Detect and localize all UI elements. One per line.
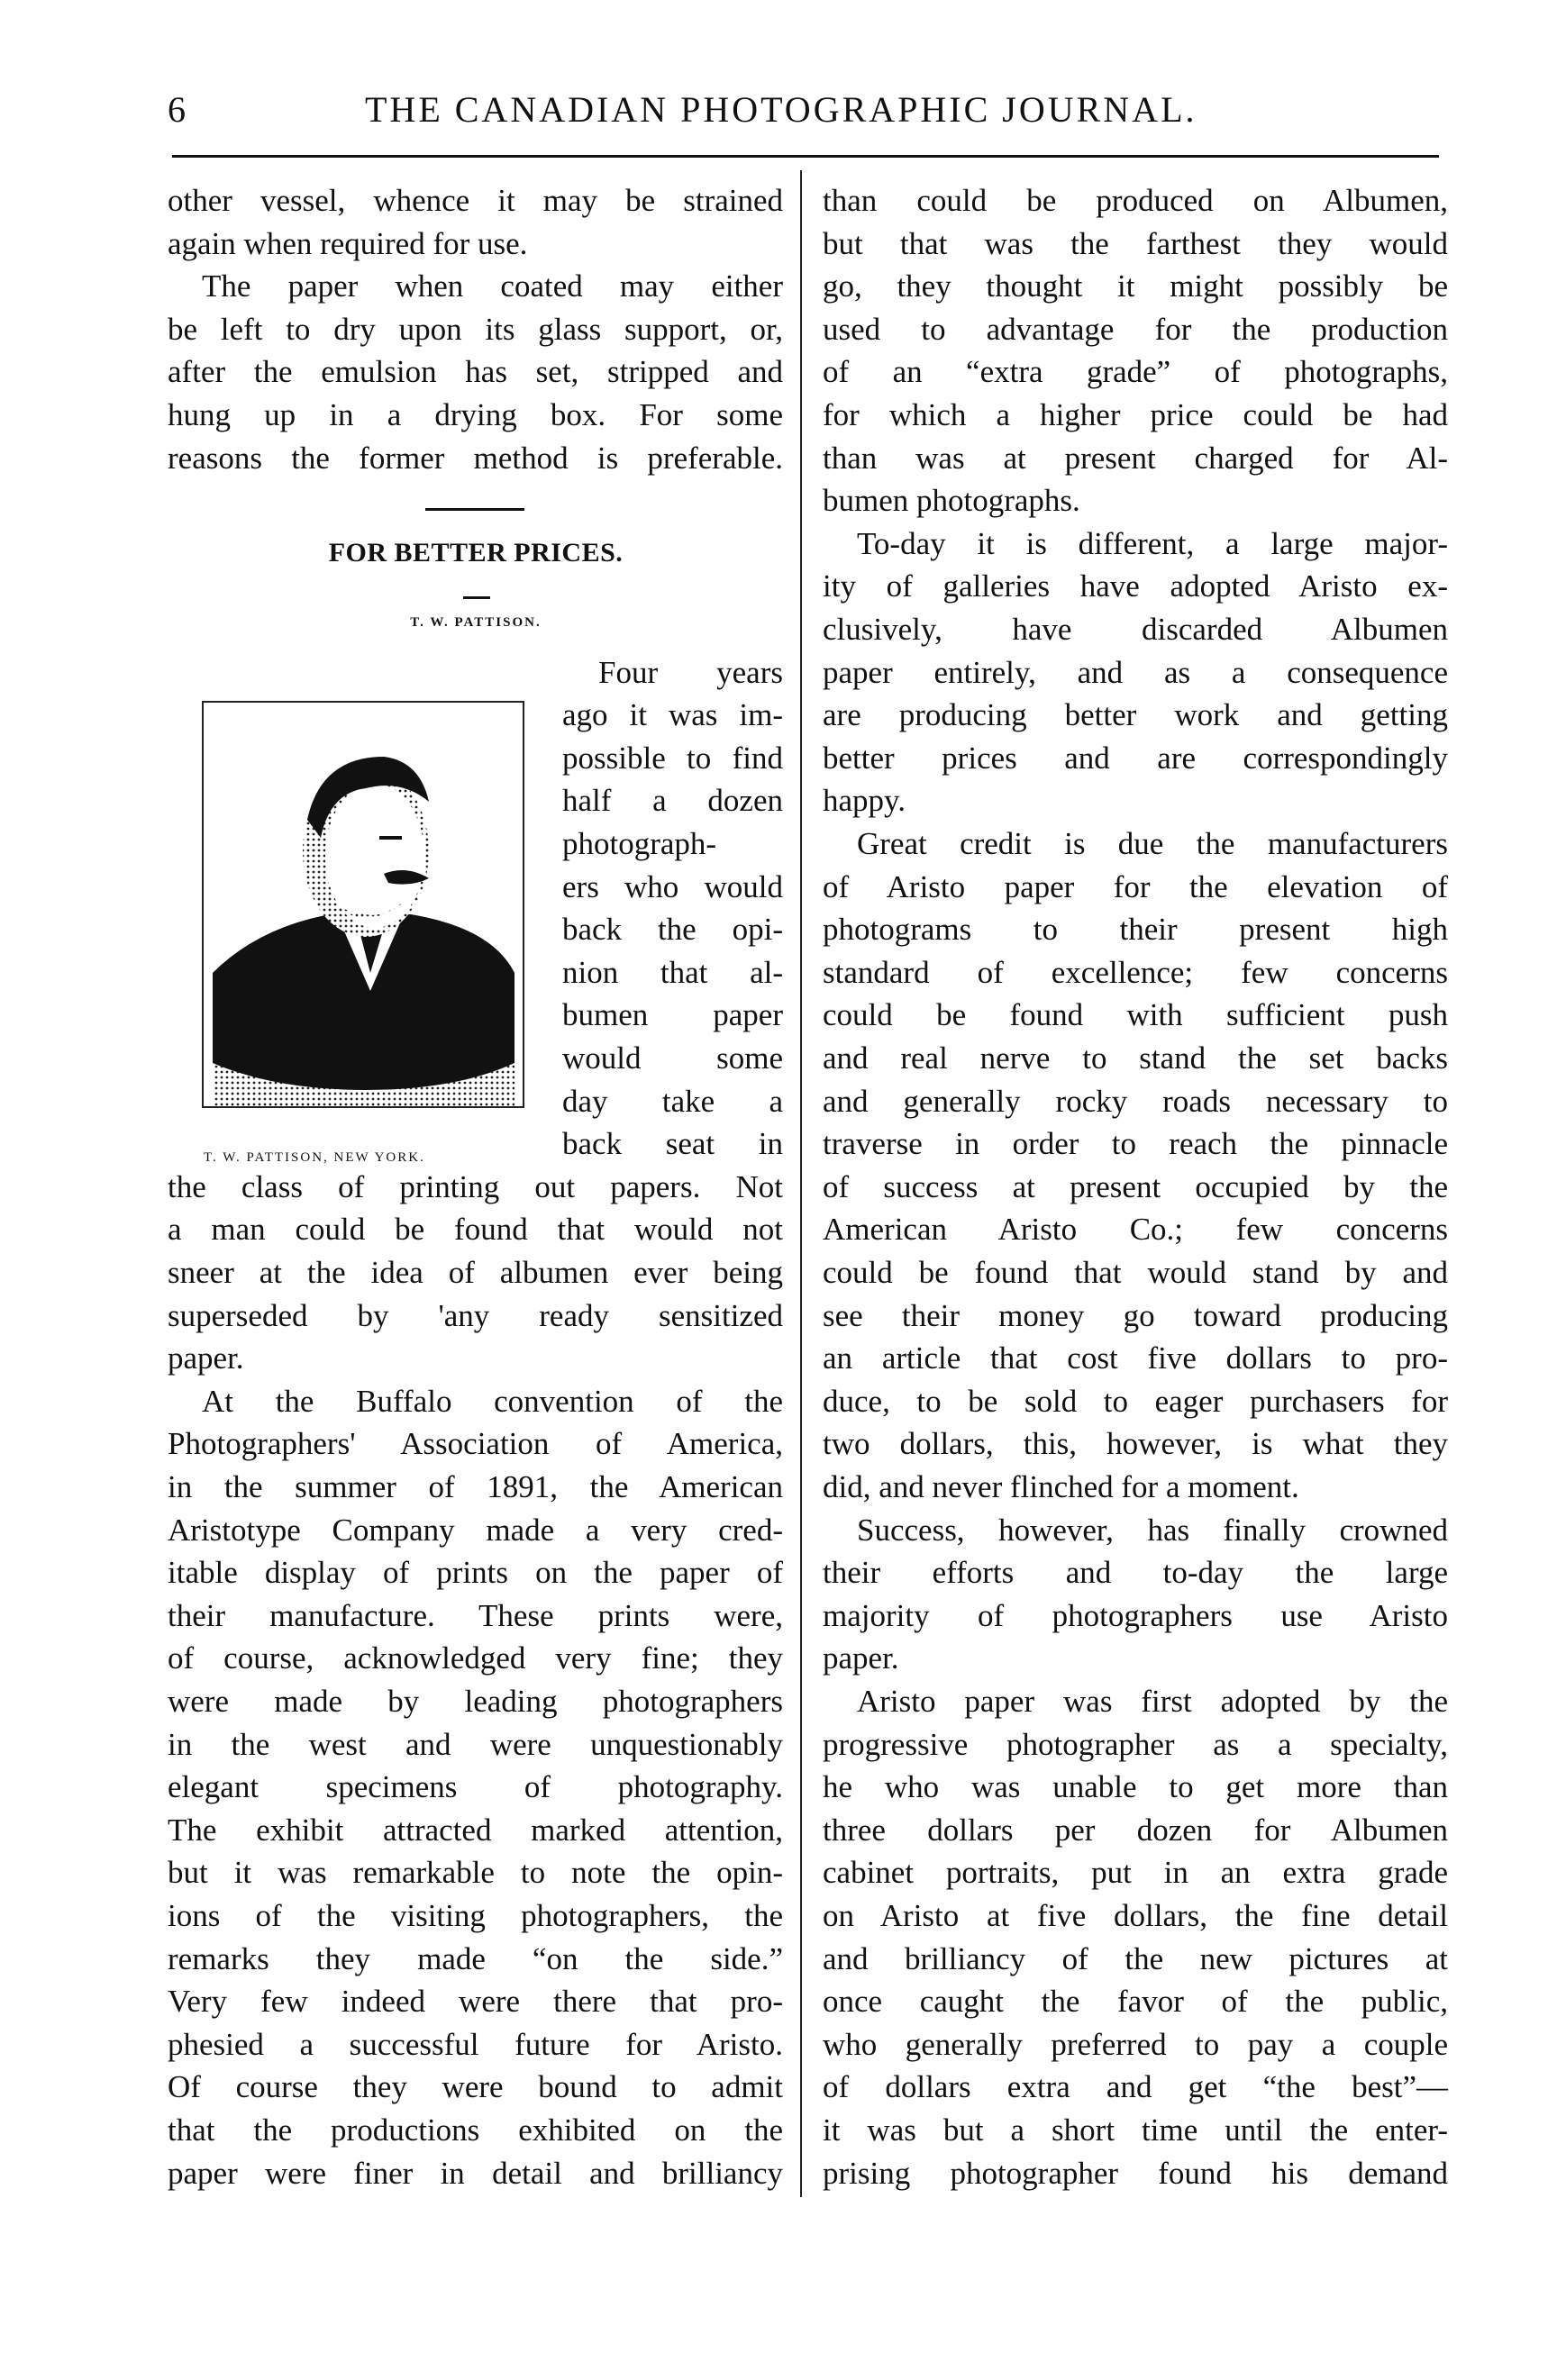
- text-line: photograph-: [562, 826, 717, 861]
- text-line: To-day it is different, a large major-: [857, 525, 1448, 561]
- text-line: again when required for use.: [168, 225, 528, 261]
- text-line: photograms to their present high: [823, 912, 1448, 948]
- text-line: were made by leading photographers: [168, 1684, 783, 1719]
- text-line: ago it was im-: [562, 697, 783, 733]
- text-line: of dollars extra and get “the best”—: [823, 2069, 1448, 2105]
- text-line: a man could be found that would not: [168, 1212, 783, 1248]
- text-line: Aristotype Company made a very cred-: [168, 1512, 783, 1548]
- text-line: ity of galleries have adopted Aristo ex-: [823, 568, 1448, 604]
- text-line: go, they thought it might possibly be: [823, 268, 1448, 304]
- text-line: their efforts and to-day the large: [823, 1555, 1448, 1591]
- text-line: in the west and were unquestionably: [168, 1726, 783, 1762]
- text-line: Aristo paper was first adopted by the: [857, 1684, 1448, 1719]
- text-line: but that was the farthest they would: [823, 225, 1448, 261]
- text-line: reasons the former method is preferable.: [168, 440, 783, 476]
- text-line: remarks they made “on the side.”: [168, 1940, 783, 1976]
- article-byline: T. W. PATTISON.: [410, 615, 542, 630]
- text-line: paper were finer in detail and brilliancy: [168, 2155, 783, 2191]
- page-number: 6: [168, 89, 186, 130]
- portrait-image: [202, 701, 524, 1108]
- text-line: day take a: [562, 1083, 783, 1119]
- text-line: Of course they were bound to admit: [168, 2069, 783, 2105]
- text-line: in the summer of 1891, the American: [168, 1469, 783, 1504]
- text-line: could be found that would stand by and: [823, 1255, 1448, 1290]
- text-line: happy.: [823, 783, 906, 819]
- text-line: clusively, have discarded Albumen: [823, 612, 1448, 647]
- text-line: traverse in order to reach the pinnacle: [823, 1126, 1448, 1162]
- text-line: bumen photographs.: [823, 483, 1080, 519]
- text-line: it was but a short time until the enter-: [823, 2112, 1448, 2148]
- text-line: prising photographer found his demand: [823, 2155, 1448, 2191]
- section-rule: [425, 508, 524, 511]
- text-line: but it was remarkable to note the opin-: [168, 1855, 783, 1891]
- text-line: back seat in: [562, 1126, 783, 1162]
- text-line: and brilliancy of the new pictures at: [823, 1940, 1448, 1976]
- text-line: phesied a successful future for Aristo.: [168, 2026, 783, 2062]
- text-line: elegant specimens of photography.: [168, 1769, 783, 1805]
- title-rule: [463, 596, 490, 599]
- text-line: paper.: [823, 1640, 899, 1676]
- text-line: cabinet portraits, put in an extra grade: [823, 1855, 1448, 1891]
- text-line: than could be produced on Albumen,: [823, 183, 1448, 218]
- text-line: other vessel, whence it may be strained: [168, 183, 783, 218]
- text-line: are producing better work and getting: [823, 697, 1448, 733]
- text-line: At the Buffalo convention of the: [202, 1383, 783, 1419]
- text-line: ers who would: [562, 868, 783, 904]
- text-line: Four years: [598, 654, 783, 690]
- text-line: their manufacture. These prints were,: [168, 1597, 783, 1633]
- text-line: for which a higher price could be had: [823, 397, 1448, 432]
- text-line: of success at present occupied by the: [823, 1168, 1448, 1204]
- text-line: and generally rocky roads necessary to: [823, 1083, 1448, 1119]
- text-line: duce, to be sold to eager purchasers for: [823, 1383, 1448, 1419]
- text-line: paper.: [168, 1340, 244, 1376]
- text-line: standard of excellence; few concerns: [823, 954, 1448, 990]
- portrait-engraving: [204, 703, 523, 1106]
- text-line: be left to dry upon its glass support, or,: [168, 311, 783, 347]
- text-line: after the emulsion has set, stripped and: [168, 354, 783, 390]
- text-line: the class of printing out papers. Not: [168, 1168, 783, 1204]
- text-line: majority of photographers use Aristo: [823, 1597, 1448, 1633]
- text-line: that the productions exhibited on the: [168, 2112, 783, 2148]
- text-line: possible to find: [562, 740, 783, 776]
- text-line: Success, however, has finally crowned: [857, 1512, 1448, 1548]
- text-line: superseded by 'any ready sensitized: [168, 1297, 783, 1333]
- text-line: of course, acknowledged very fine; they: [168, 1640, 783, 1676]
- text-line: who generally preferred to pay a couple: [823, 2026, 1448, 2062]
- text-line: an article that cost five dollars to pro-: [823, 1340, 1448, 1376]
- text-line: he who was unable to get more than: [823, 1769, 1448, 1805]
- text-line: two dollars, this, however, is what they: [823, 1426, 1448, 1462]
- text-line: nion that al-: [562, 954, 783, 990]
- text-line: and real nerve to stand the set backs: [823, 1040, 1448, 1076]
- text-line: progressive photographer as a specialty,: [823, 1726, 1448, 1762]
- text-line: Photographers' Association of America,: [168, 1426, 783, 1462]
- column-divider: [800, 170, 802, 2197]
- header-rule: [172, 155, 1439, 158]
- text-line: than was at present charged for Al-: [823, 440, 1448, 476]
- text-line: The exhibit attracted marked attention,: [168, 1812, 783, 1848]
- text-line: Very few indeed were there that pro-: [168, 1984, 783, 2020]
- text-line: used to advantage for the production: [823, 311, 1448, 347]
- journal-title: THE CANADIAN PHOTOGRAPHIC JOURNAL.: [365, 89, 1197, 130]
- text-line: once caught the favor of the public,: [823, 1984, 1448, 2020]
- text-line: Great credit is due the manufacturers: [857, 826, 1448, 861]
- text-line: did, and never flinched for a moment.: [823, 1469, 1299, 1504]
- text-line: of an “extra grade” of photographs,: [823, 354, 1448, 390]
- text-line: better prices and are correspondingly: [823, 740, 1448, 776]
- text-line: see their money go toward producing: [823, 1297, 1448, 1333]
- text-line: could be found with sufficient push: [823, 997, 1448, 1033]
- text-line: half a dozen: [562, 783, 783, 819]
- text-line: of Aristo paper for the elevation of: [823, 868, 1448, 904]
- text-line: American Aristo Co.; few concerns: [823, 1212, 1448, 1248]
- text-line: back the opi-: [562, 912, 783, 948]
- article-title: FOR BETTER PRICES.: [328, 538, 624, 568]
- text-line: on Aristo at five dollars, the fine detail: [823, 1898, 1448, 1933]
- text-line: itable display of prints on the paper of: [168, 1555, 783, 1591]
- text-line: The paper when coated may either: [202, 268, 783, 304]
- text-line: three dollars per dozen for Albumen: [823, 1812, 1448, 1848]
- text-line: hung up in a drying box. For some: [168, 397, 783, 432]
- text-line: ions of the visiting photographers, the: [168, 1898, 783, 1933]
- text-line: paper entirely, and as a consequence: [823, 654, 1448, 690]
- text-line: would some: [562, 1040, 783, 1076]
- portrait-caption: T. W. PATTISON, NEW YORK.: [204, 1150, 425, 1165]
- text-line: bumen paper: [562, 997, 783, 1033]
- text-line: sneer at the idea of albumen ever being: [168, 1255, 783, 1290]
